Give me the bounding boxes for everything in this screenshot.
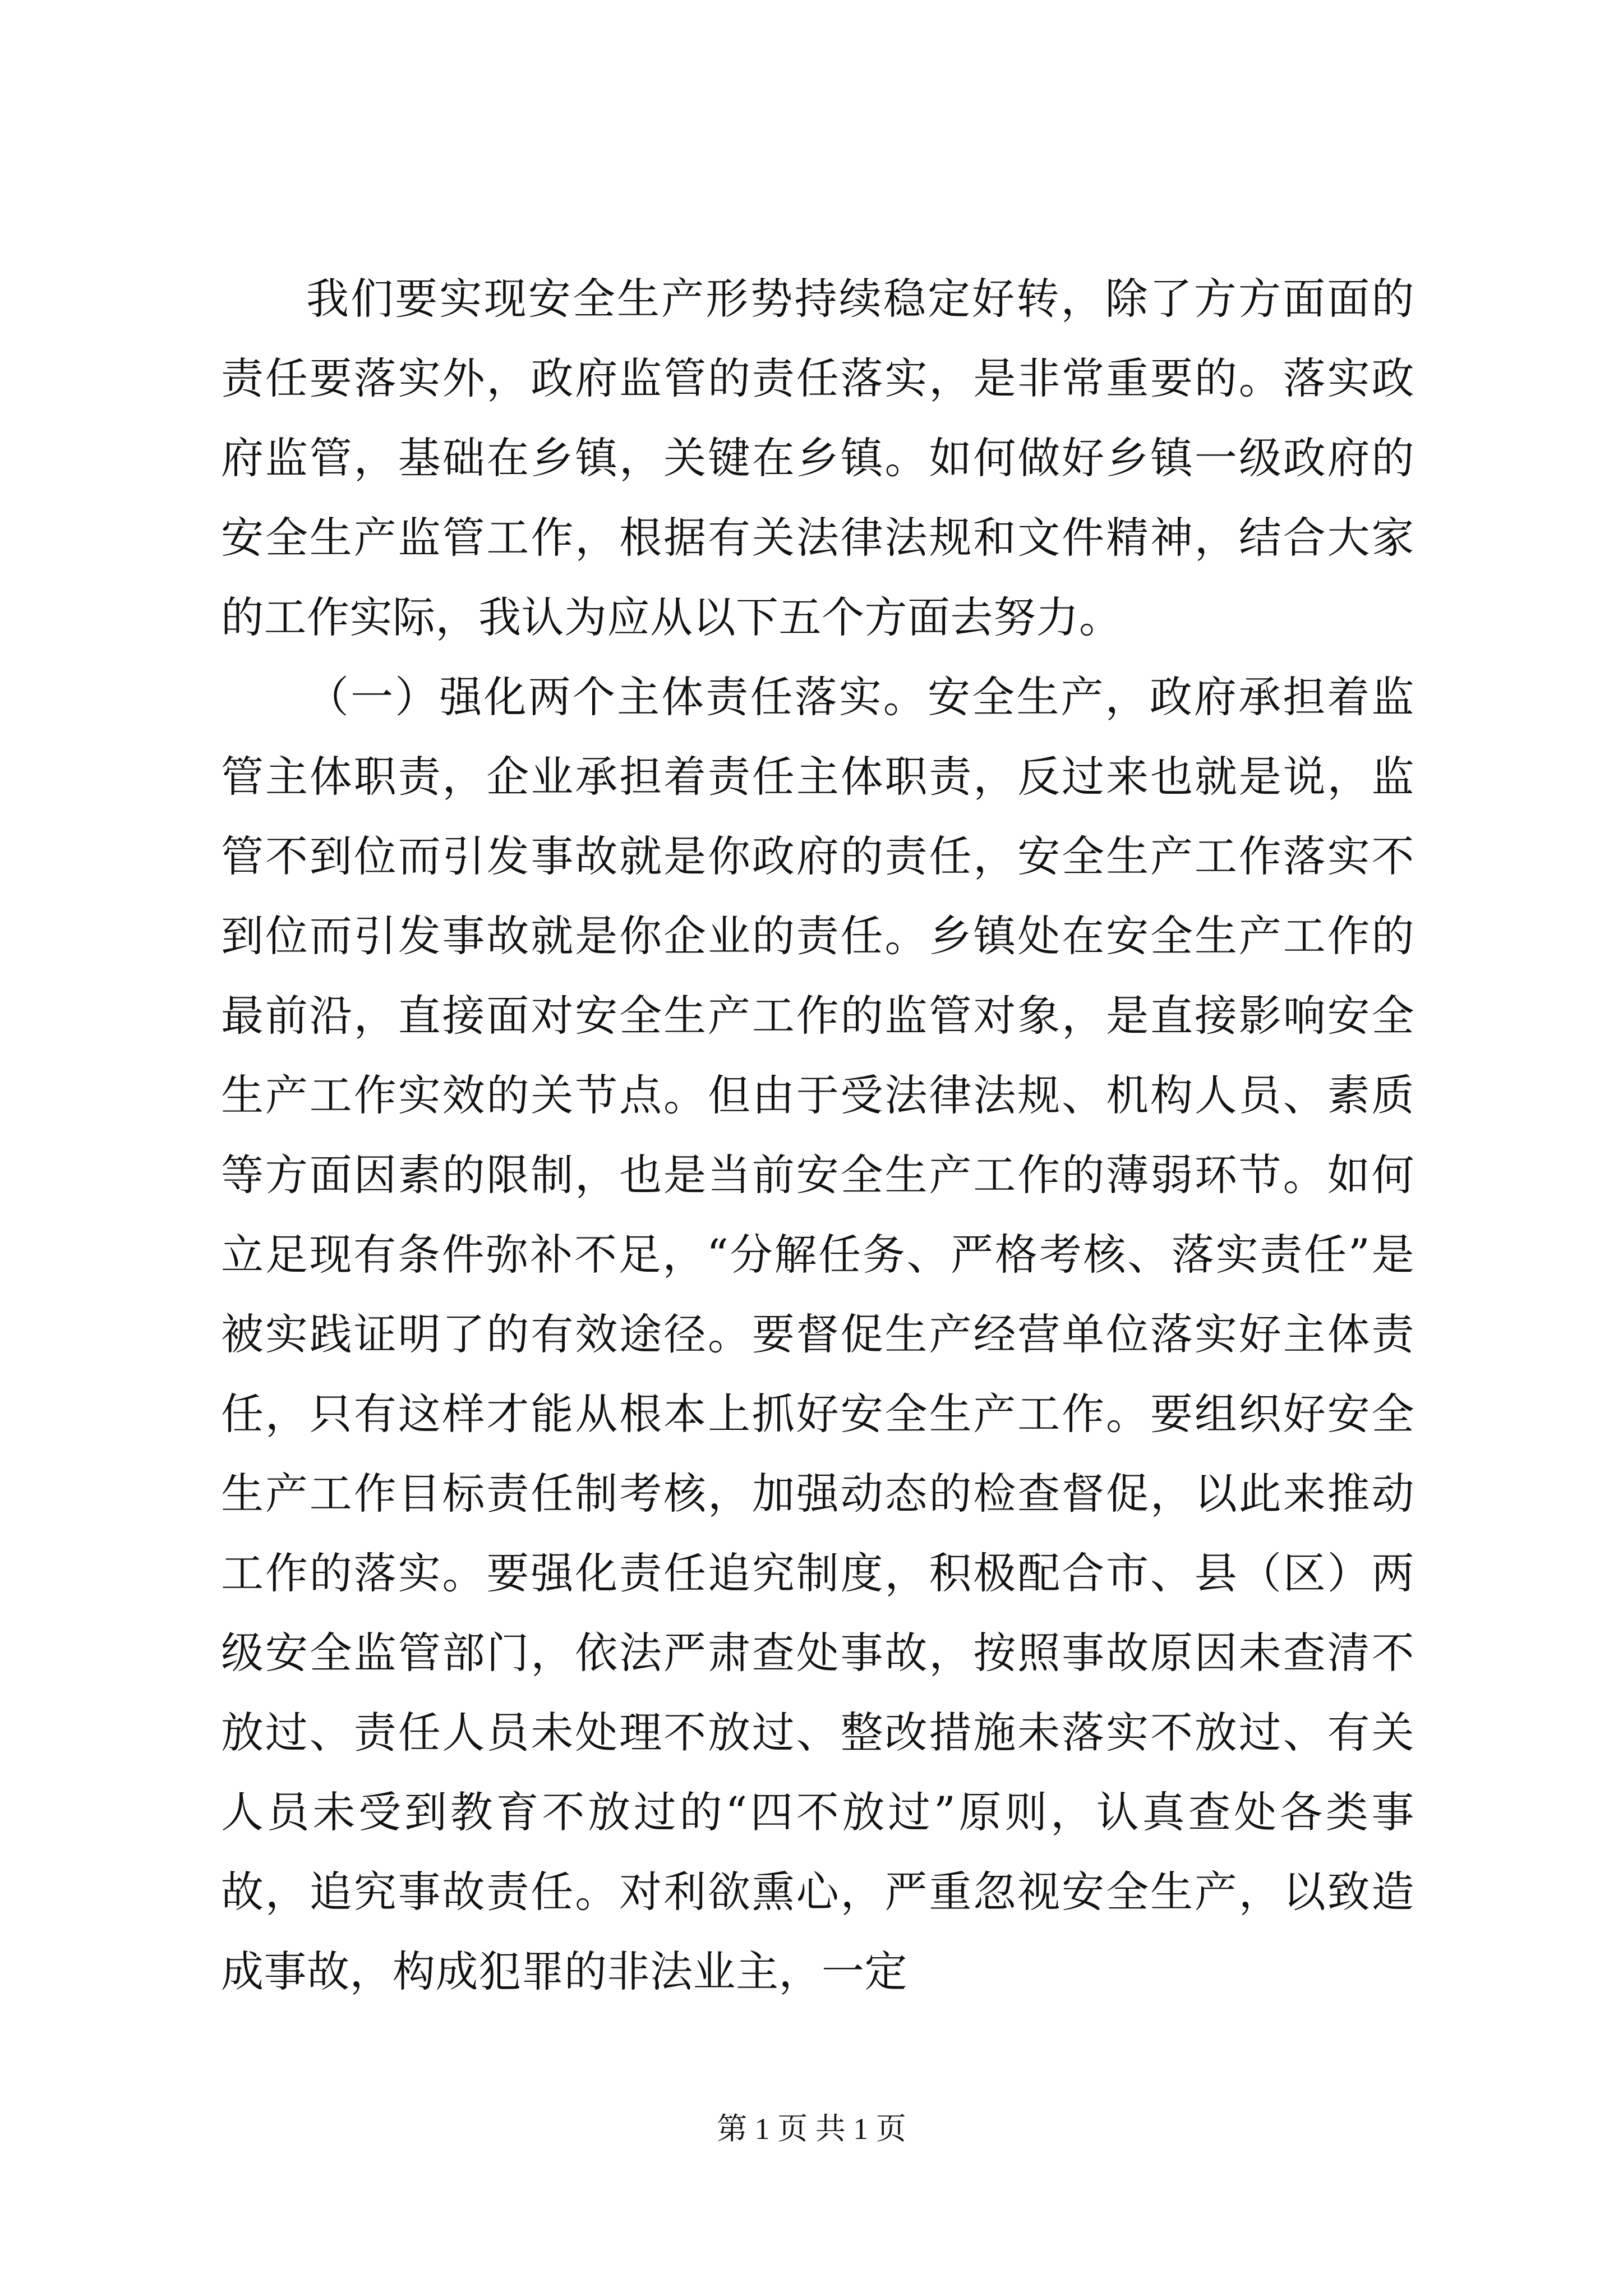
page-footer: 第 1 页 共 1 页	[717, 2112, 906, 2146]
paragraph-intro: 我们要实现安全生产形势持续稳定好转，除了方方面面的责任要落实外，政府监管的责任落实，是非常重要的。落实政府监管，基础在乡镇，关键在乡镇。如何做好乡镇一级政府的安全生产监管工作，根据有关法律法规和文件精神，结合大家的工作实际，我认为应从以下五个方面去努力。	[221, 274, 1414, 642]
body-text	[221, 259, 1414, 2012]
paragraph-section-one: （一）强化两个主体责任落实。安全生产，政府承担着监管主体职责，企业承担着责任主体职责，反过来也就是说，监管不到位而引发事故就是你政府的责任，安全生产工作落实不到位而引发事故就是你企业的责任。乡镇处在安全生产工作的最前沿，直接面对安全生产工作的监管对象，是直接影响安全生产工作实效的关节点。但由于受法律法规、机构人员、素质等方面因素的限制，也是当前安全生产工作的薄弱环节。如何立足现有条件弥补不足，“分解任务、严格考核、落实责任”是被实践证明了的有效途径。要督促生产经营单位落实好主体责任，只有这样才能从根本上抓好安全生产工作。要组织好安全生产工作目标责任制考核，加强动态的检查督促，以此来推动工作的落实。要强化责任追究制度，积极配合市、县（区）两级安全监管部门，依法严肃查处事故，按照事故原因未查清不放过、责任人员未处理不放过、整改措施未落实不放过、有关人员未受到教育不放过的“四不放过”原则，认真查处各类事故，追究事故责任。对利欲熏心，严重忽视安全生产，以致造成事故，构成犯罪的非法业主，一定	[221, 672, 1414, 1996]
